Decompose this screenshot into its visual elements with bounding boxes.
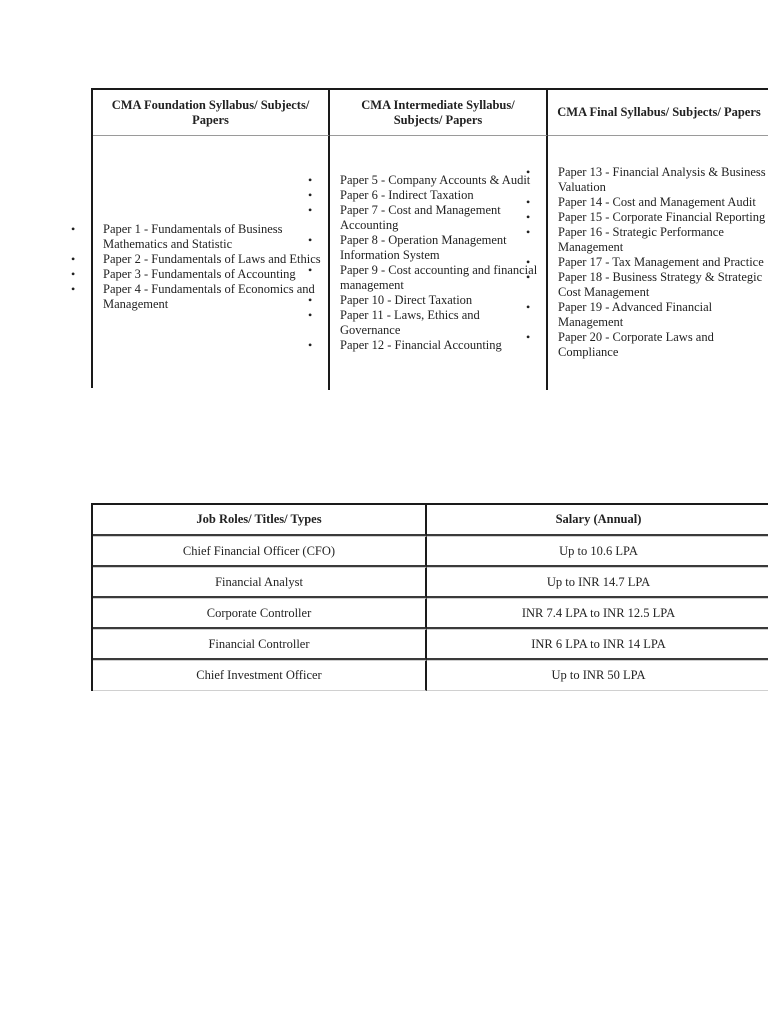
salary-cell: INR 6 LPA to INR 14 LPA [427, 629, 768, 660]
list-item: • Paper 2 - Fundamentals of Laws and Ethics [93, 252, 328, 267]
salary-cell: Up to INR 14.7 LPA [427, 567, 768, 598]
final-papers-list [548, 165, 768, 360]
intermediate-header [330, 90, 548, 136]
list-item: • Paper 19 - Advanced Financial Management [548, 300, 768, 330]
foundation-header-text: CMA Foundation Syllabus/ Subjects/ Papers [111, 97, 310, 127]
job-role-cell: Chief Investment Officer [93, 660, 427, 691]
salary-cell: INR 7.4 LPA to INR 12.5 LPA [427, 598, 768, 629]
job-role-cell: Corporate Controller [93, 598, 427, 629]
final-header [548, 90, 768, 136]
list-item: • Paper 20 - Corporate Laws and Compliance [548, 330, 768, 360]
intermediate-header-text: CMA Intermediate Syllabus/ Subjects/ Papers [361, 97, 515, 127]
list-item: • Paper 6 - Indirect Taxation [330, 188, 546, 203]
table-row [93, 536, 768, 567]
list-item: • Paper 12 - Financial Accounting [330, 338, 546, 353]
job-role-cell: Chief Financial Officer (CFO) [93, 536, 427, 567]
final-papers-cell [548, 136, 768, 390]
salary-cell: Up to 10.6 LPA [427, 536, 768, 567]
job-role-cell: Financial Analyst [93, 567, 427, 598]
list-item: • Paper 13 - Financial Analysis & Business Valuation [548, 165, 768, 195]
salary-cell: Up to INR 50 LPA [427, 660, 768, 691]
job-role-cell: Financial Controller [93, 629, 427, 660]
list-item: • Paper 18 - Business Strategy & Strategic Cost Management [548, 270, 768, 300]
table-row [93, 598, 768, 629]
foundation-papers-list [93, 222, 328, 312]
list-item: • Paper 16 - Strategic Performance Management [548, 225, 768, 255]
salary-table [91, 503, 768, 691]
foundation-papers-cell [93, 136, 330, 390]
list-item: • Paper 11 - Laws, Ethics and Governance [330, 308, 546, 338]
table-row [93, 629, 768, 660]
table-row [93, 660, 768, 691]
list-item: • Paper 8 - Operation Management Information System [330, 233, 546, 263]
list-item: • Paper 10 - Direct Taxation [330, 293, 546, 308]
list-item: • Paper 9 - Cost accounting and financial management [330, 263, 546, 293]
salary-header-row [93, 505, 768, 536]
foundation-header [93, 90, 330, 136]
list-item: • Paper 5 - Company Accounts & Audit [330, 173, 546, 188]
table-row [93, 567, 768, 598]
intermediate-papers-list [330, 173, 546, 353]
final-header-text: CMA Final Syllabus/ Subjects/ Papers [557, 105, 761, 119]
salary-header: Salary (Annual) [427, 505, 768, 536]
list-item: • Paper 4 - Fundamentals of Economics and Management [93, 282, 328, 312]
job-roles-header: Job Roles/ Titles/ Types [93, 505, 427, 536]
syllabus-table [91, 88, 768, 388]
list-item: • Paper 17 - Tax Management and Practice [548, 255, 768, 270]
intermediate-papers-cell [330, 136, 548, 390]
list-item: • Paper 7 - Cost and Management Accounting [330, 203, 546, 233]
list-item: • Paper 15 - Corporate Financial Reporting [548, 210, 768, 225]
list-item: • Paper 3 - Fundamentals of Accounting [93, 267, 328, 282]
list-item: • Paper 1 - Fundamentals of Business Mathematics and Statistic [93, 222, 328, 252]
list-item: • Paper 14 - Cost and Management Audit [548, 195, 768, 210]
